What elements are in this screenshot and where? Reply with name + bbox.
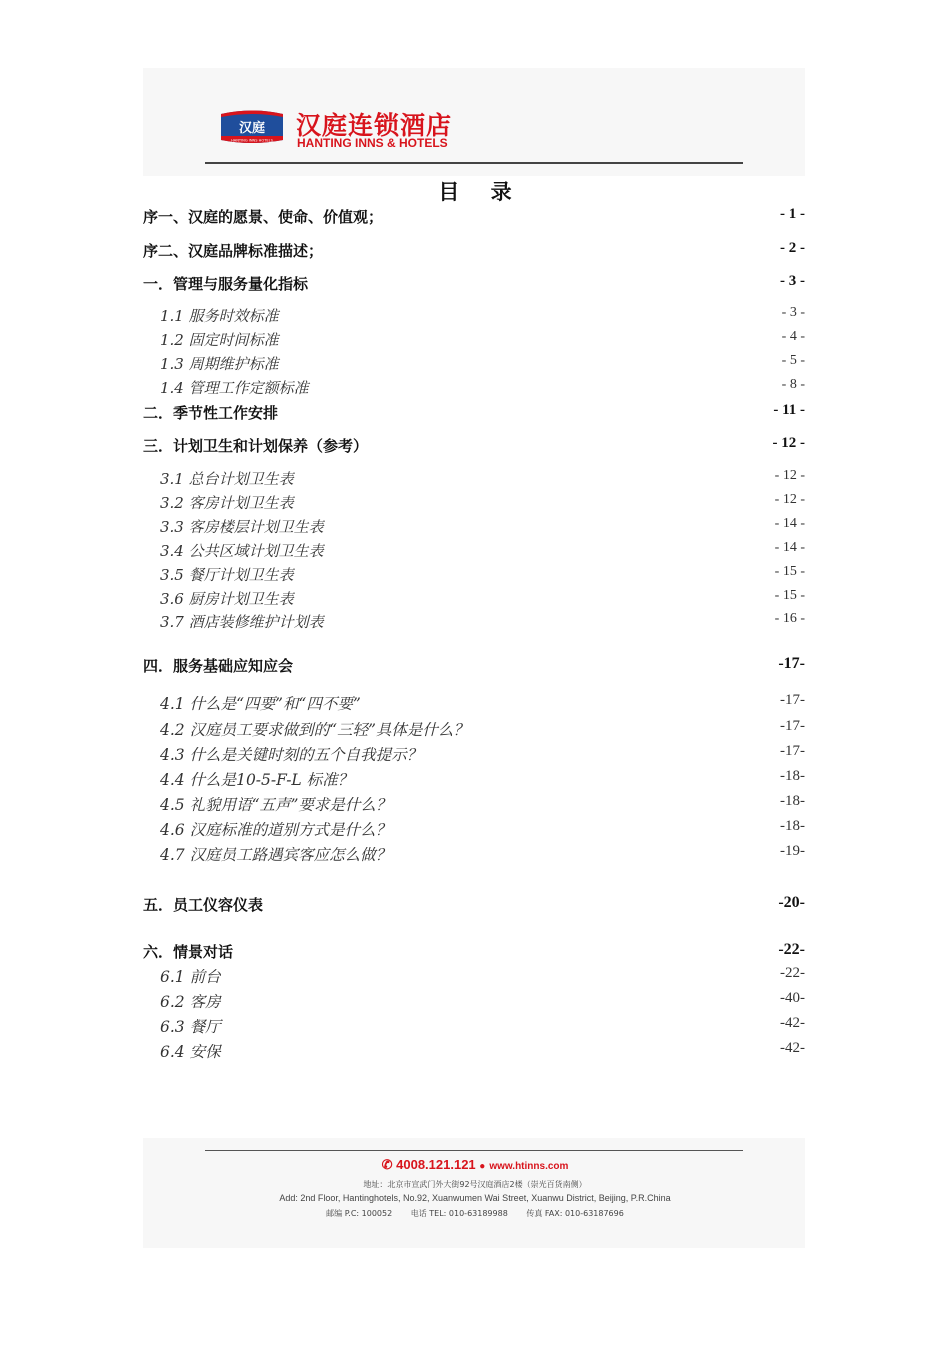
toc-entry-page: -18- — [780, 818, 805, 834]
brand-name-cn: 汉庭连锁酒店 — [296, 111, 453, 140]
toc-entry-title: 4.5 礼貌用语“五声”要求是什么？ — [160, 796, 392, 814]
toc-entry-title: 五．员工仪容仪表 — [143, 896, 264, 914]
toc-subentry[interactable] — [143, 692, 805, 716]
toc-subentry[interactable] — [143, 743, 805, 767]
toc-subentry[interactable] — [143, 1015, 805, 1039]
toc-subentry[interactable] — [143, 818, 805, 842]
footer-divider — [205, 1150, 743, 1151]
toc-entry-page: - 15 - — [774, 588, 805, 603]
footer-contact — [0, 1208, 950, 1219]
toc-entry-page: -22- — [780, 965, 805, 981]
toc-subentry[interactable] — [143, 468, 805, 492]
toc-entry-page: -17- — [780, 692, 805, 708]
toc-entry[interactable] — [143, 402, 805, 426]
toc-entry-page: - 2 - — [780, 240, 805, 256]
toc-entry-page: -17- — [780, 718, 805, 734]
toc-subentry[interactable] — [143, 588, 805, 612]
footer-address-en: Add: 2nd Floor, Hantinghotels, No.92, Xuanwumen Wai Street, Xuanwu District, Beijing, P.R.China — [279, 1193, 671, 1203]
toc-entry[interactable] — [143, 941, 805, 965]
toc-entry-page: -40- — [780, 990, 805, 1006]
toc-entry-page: - 12 - — [772, 435, 805, 451]
toc-subentry[interactable] — [143, 990, 805, 1014]
toc-subentry[interactable] — [143, 305, 805, 329]
toc-entry-page: -18- — [780, 768, 805, 784]
toc-entry-title: 1.3 周期维护标准 — [160, 355, 279, 373]
toc-entry-title: 一．管理与服务量化指标 — [143, 275, 309, 293]
toc-entry[interactable] — [143, 273, 805, 297]
toc-subentry[interactable] — [143, 353, 805, 377]
hanting-logo — [217, 108, 287, 146]
toc-subentry[interactable] — [143, 564, 805, 588]
toc-entry-page: - 1 - — [780, 206, 805, 222]
toc-entry-page: - 12 - — [774, 468, 805, 483]
toc-entry-title: 6.2 客房 — [160, 993, 221, 1011]
logo-text: 汉庭 — [238, 121, 266, 136]
toc-entry-title: 六．情景对话 — [143, 943, 234, 961]
toc-subentry[interactable] — [143, 793, 805, 817]
toc-entry-page: - 3 - — [780, 273, 805, 289]
toc-subentry[interactable] — [143, 843, 805, 867]
toc-entry-title: 6.1 前台 — [160, 968, 221, 986]
footer-fax: 传真 FAX: 010-63187696 — [526, 1209, 624, 1218]
header-divider — [205, 162, 743, 164]
toc-entry-title: 6.3 餐厅 — [160, 1018, 221, 1036]
toc-entry-page: - 8 - — [781, 377, 805, 392]
toc-subentry[interactable] — [143, 718, 805, 742]
toc-entry-page: -18- — [780, 793, 805, 809]
toc-entry-title: 四．服务基础应知应会 — [143, 657, 294, 675]
toc-entry-page: -20- — [778, 894, 805, 911]
toc-subentry[interactable] — [143, 768, 805, 792]
toc-entry-page: - 16 - — [774, 611, 805, 626]
toc-entry-page: - 3 - — [781, 305, 805, 320]
toc-entry-title: 3.5 餐厅计划卫生表 — [160, 566, 294, 584]
toc-subentry[interactable] — [143, 540, 805, 564]
toc-entry-page: -22- — [778, 941, 805, 958]
toc-entry-page: - 14 - — [774, 540, 805, 555]
toc-entry-title: 序二、汉庭品牌标准描述； — [143, 242, 324, 260]
toc-entry-title: 4.1 什么是“四要”和“四不要” — [160, 695, 361, 713]
brand-name-en: HANTING INNS & HOTELS — [297, 136, 448, 150]
toc-entry-title: 3.4 公共区域计划卫生表 — [160, 542, 324, 560]
footer-tel: 电话 TEL: 010-63189988 — [410, 1209, 508, 1218]
toc-subentry[interactable] — [143, 1040, 805, 1064]
toc-subentry[interactable] — [143, 377, 805, 401]
toc-entry-title: 4.7 汉庭员工路遇宾客应怎么做？ — [160, 846, 392, 864]
toc-entry[interactable] — [143, 435, 805, 459]
phone-icon: ✆ — [381, 1157, 393, 1172]
toc-entry-title: 1.2 固定时间标准 — [160, 331, 279, 349]
toc-subentry[interactable] — [143, 965, 805, 989]
toc-entry-title: 序一、汉庭的愿景、使命、价值观； — [143, 208, 384, 226]
toc-entry-page: -19- — [780, 843, 805, 859]
toc-entry-page: -17- — [778, 655, 805, 672]
toc-entry[interactable] — [143, 894, 805, 918]
toc-entry-title: 二．季节性工作安排 — [143, 404, 279, 422]
hotline-number: 4008.121.121 — [396, 1157, 476, 1172]
toc-entry-title: 4.3 什么是关键时刻的五个自我提示？ — [160, 746, 423, 764]
footer-postcode: 邮编 P.C: 100052 — [326, 1209, 393, 1218]
toc-entry-title: 3.3 客房楼层计划卫生表 — [160, 518, 324, 536]
toc-subentry[interactable] — [143, 516, 805, 540]
toc-entry-page: - 12 - — [774, 492, 805, 507]
toc-entry-page: -17- — [780, 743, 805, 759]
toc-entry-title: 3.2 客房计划卫生表 — [160, 494, 294, 512]
toc-entry-page: - 5 - — [781, 353, 805, 368]
toc-entry-title: 4.6 汉庭标准的道别方式是什么？ — [160, 821, 392, 839]
logo-subtext: HANTING INNS HOTELS — [231, 138, 273, 143]
toc-entry-page: - 14 - — [774, 516, 805, 531]
toc-entry-title: 1.1 服务时效标准 — [160, 307, 279, 325]
toc-entry-title: 3.1 总台计划卫生表 — [160, 470, 294, 488]
toc-entry-page: - 11 - — [773, 402, 805, 418]
toc-entry-page: - 15 - — [774, 564, 805, 579]
toc-entry[interactable] — [143, 240, 805, 264]
toc-entry-title: 1.4 管理工作定额标准 — [160, 379, 309, 397]
page-title: 目 录 — [438, 180, 524, 204]
toc-entry-title: 3.7 酒店装修维护计划表 — [160, 613, 324, 631]
toc-entry-title: 6.4 安保 — [160, 1043, 221, 1061]
toc-subentry[interactable] — [143, 492, 805, 516]
footer-address-cn: 地址：北京市宣武门外大街92号汉庭酒店2楼（崇光百货南侧） — [363, 1180, 587, 1189]
toc-subentry[interactable] — [143, 329, 805, 353]
toc-entry[interactable] — [143, 655, 805, 679]
footer-hotline — [0, 1157, 950, 1173]
toc-entry-title: 4.2 汉庭员工要求做到的“三轻”具体是什么？ — [160, 721, 469, 739]
toc-entry-title: 3.6 厨房计划卫生表 — [160, 590, 294, 608]
toc-entry[interactable] — [143, 206, 805, 230]
toc-entry-title: 4.4 什么是10-5-F-L 标准？ — [160, 771, 354, 789]
toc-entry-page: - 4 - — [781, 329, 805, 344]
toc-entry-page: -42- — [780, 1015, 805, 1031]
website-link[interactable]: www.htinns.com — [489, 1161, 569, 1172]
toc-entry-page: -42- — [780, 1040, 805, 1056]
web-icon: ● — [479, 1161, 486, 1172]
toc-subentry[interactable] — [143, 611, 805, 635]
toc-entry-title: 三．计划卫生和计划保养（参考） — [143, 437, 369, 455]
